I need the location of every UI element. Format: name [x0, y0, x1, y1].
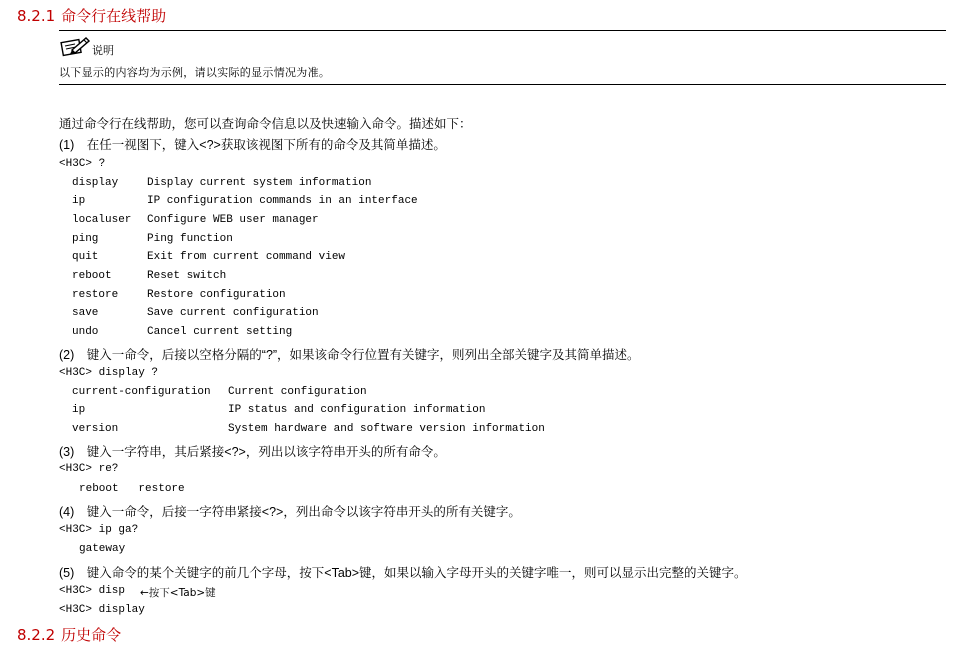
next-section-heading	[17, 624, 121, 645]
command-description: IP configuration commands in an interface	[147, 195, 418, 207]
command-row	[72, 270, 227, 282]
command-name: quit	[72, 251, 99, 263]
command-description: Ping function	[147, 233, 233, 245]
step-2-prompt: <H3C> display ?	[59, 367, 159, 379]
step-5-result: <H3C> display	[59, 604, 145, 616]
step-5-label: (5) 键入命令的某个关键字的前几个字母，按下<Tab>键，如果以输入字母开头的关键字唯一，则可以显示出完整的关键字。	[59, 566, 747, 580]
step-1-label: (1) 在任一视图下，键入<?>获取该视图下所有的命令及其简单描述。	[59, 138, 446, 152]
command-name: reboot	[72, 270, 112, 282]
keyword-name: version	[72, 423, 119, 435]
next-section-title: 历史命令	[61, 626, 122, 644]
keyword-name: current-configuration	[72, 386, 211, 398]
intro-paragraph: 通过命令行在线帮助，您可以查询命令信息以及快速输入命令。描述如下：	[59, 117, 472, 131]
command-name: display	[72, 177, 119, 189]
command-row	[72, 251, 346, 263]
step-4-output: gateway	[79, 543, 126, 555]
section-heading	[17, 5, 166, 26]
keyword-description: System hardware and software version information	[228, 423, 545, 435]
note-bottom-divider	[59, 84, 946, 85]
step-4-prompt: <H3C> ip ga?	[59, 524, 139, 536]
note-text: 以下显示的内容均为示例，请以实际的显示情况为准。	[59, 66, 331, 79]
command-row	[72, 214, 319, 226]
section-title: 命令行在线帮助	[61, 7, 167, 25]
command-name: localuser	[72, 214, 132, 226]
note-pencil-icon	[60, 35, 90, 57]
tab-key-annotation: ←按下<Tab>键	[140, 587, 216, 599]
step-3-prompt: <H3C> re?	[59, 463, 119, 475]
keyword-name: ip	[72, 404, 86, 416]
step-3-label: (3) 键入一字符串，其后紧接<?>，列出以该字符串开头的所有命令。	[59, 445, 446, 459]
command-description: Exit from current command view	[147, 251, 346, 263]
command-description: Reset switch	[147, 270, 227, 282]
next-section-number: 8.2.2	[17, 626, 56, 644]
command-row	[72, 386, 367, 398]
command-row	[72, 177, 372, 189]
command-name: ip	[72, 195, 86, 207]
command-row	[72, 289, 286, 301]
command-description: Save current configuration	[147, 307, 319, 319]
note-top-divider	[59, 30, 946, 31]
command-row	[72, 195, 418, 207]
command-description: Configure WEB user manager	[147, 214, 319, 226]
command-row	[72, 404, 486, 416]
command-description: Restore configuration	[147, 289, 286, 301]
section-number: 8.2.1	[17, 7, 56, 25]
command-row	[72, 307, 319, 319]
step-4-label: (4) 键入一命令，后接一字符串紧接<?>，列出命令以该字符串开头的所有关键字。	[59, 505, 521, 519]
command-row	[72, 423, 545, 435]
command-description: Display current system information	[147, 177, 372, 189]
step-5-prompt: <H3C> disp	[59, 585, 126, 597]
command-description: Cancel current setting	[147, 326, 293, 338]
note-label: 说明	[92, 44, 114, 57]
step-1-prompt: <H3C> ?	[59, 158, 106, 170]
command-name: restore	[72, 289, 119, 301]
keyword-description: IP status and configuration information	[228, 404, 486, 416]
command-name: undo	[72, 326, 99, 338]
step-2-label: (2) 键入一命令，后接以空格分隔的“?”，如果该命令行位置有关键字，则列出全部关键字及其简单描述。	[59, 348, 640, 362]
keyword-description: Current configuration	[228, 386, 367, 398]
command-name: save	[72, 307, 99, 319]
step-3-output: reboot restore	[79, 483, 185, 495]
command-name: ping	[72, 233, 99, 245]
command-row	[72, 233, 233, 245]
command-row	[72, 326, 293, 338]
